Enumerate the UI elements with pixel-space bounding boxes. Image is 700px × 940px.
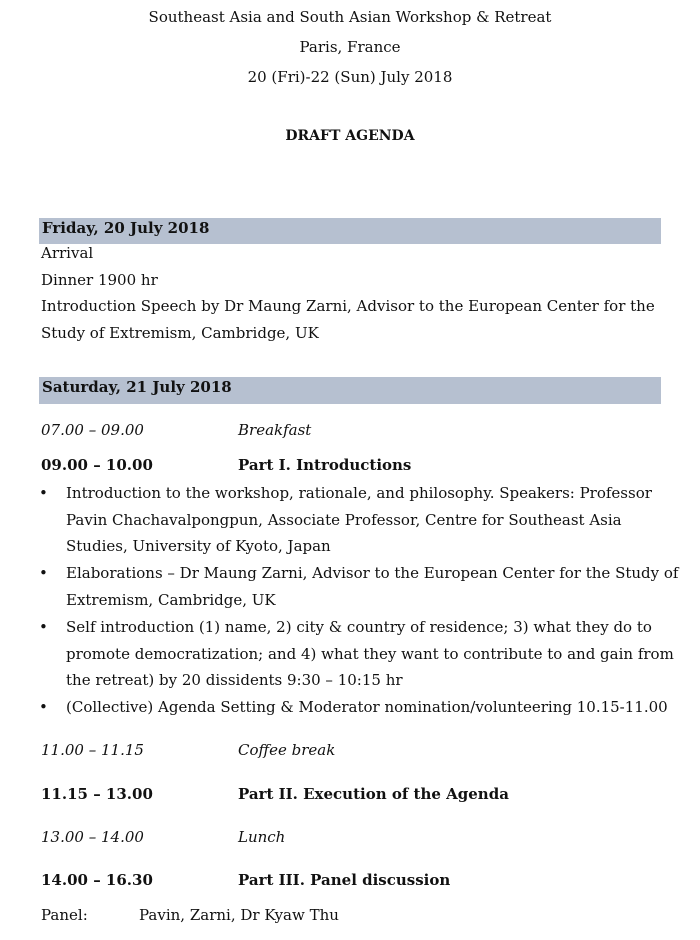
friday-item: Study of Extremism, Cambridge, UK [41, 324, 319, 342]
bullet-marker: • [39, 564, 48, 582]
bullet-item: Introduction to the workshop, rationale, and philosophy. Speakers: Professor Pavin Chachavalpongpun, Associate Professor, Centre for Southeast Asia Studies, University of Kyoto, Japan [66, 484, 652, 555]
friday-item: Arrival [41, 244, 94, 262]
session-time: 09.00 – 10.00 [41, 456, 153, 474]
session-label: Breakfast [238, 421, 312, 439]
session-label: Part I. Introductions [238, 456, 412, 474]
friday-item: Introduction Speech by Dr Maung Zarni, Advisor to the European Center for the [41, 297, 655, 315]
bullet-marker: • [39, 698, 48, 716]
panel-names: Pavin, Zarni, Dr Kyaw Thu [139, 906, 339, 924]
session-label: Coffee break [238, 741, 336, 759]
session-label: Part II. Execution of the Agenda [238, 785, 509, 803]
session-time: 14.00 – 16.30 [41, 871, 153, 889]
panel-label: Panel: [41, 906, 88, 924]
bullet-marker: • [39, 484, 48, 502]
saturday-heading-bar [39, 377, 661, 404]
session-time: 13.00 – 14.00 [41, 828, 144, 846]
bullet-item: Self introduction (1) name, 2) city & country of residence; 3) what they do to promote democratization; and 4) what they want to contribute to and gain from the retreat) by 20 dissidents 9:30 – 10:15 hr [66, 618, 674, 689]
session-time: 11.15 – 13.00 [41, 785, 153, 803]
session-time: 07.00 – 09.00 [41, 421, 144, 439]
location: Paris, France [299, 38, 401, 56]
bullet-marker: • [39, 618, 48, 636]
session-label: Lunch [238, 828, 286, 846]
friday-heading: Friday, 20 July 2018 [42, 219, 210, 237]
saturday-heading: Saturday, 21 July 2018 [42, 378, 232, 396]
workshop-title: Southeast Asia and South Asian Workshop & Retreat [148, 8, 552, 26]
session-time: 11.00 – 11.15 [41, 741, 144, 759]
session-label: Part III. Panel discussion [238, 871, 451, 889]
friday-heading-bar [39, 218, 661, 244]
bullet-item: Elaborations – Dr Maung Zarni, Advisor to the European Center for the Study of Extremism, Cambridge, UK [66, 564, 679, 609]
bullet-item: (Collective) Agenda Setting & Moderator nomination/volunteering 10.15-11.00 [66, 698, 668, 716]
dates: 20 (Fri)-22 (Sun) July 2018 [247, 68, 453, 86]
friday-item: Dinner 1900 hr [41, 271, 158, 289]
agenda-title: DRAFT AGENDA [285, 128, 415, 144]
